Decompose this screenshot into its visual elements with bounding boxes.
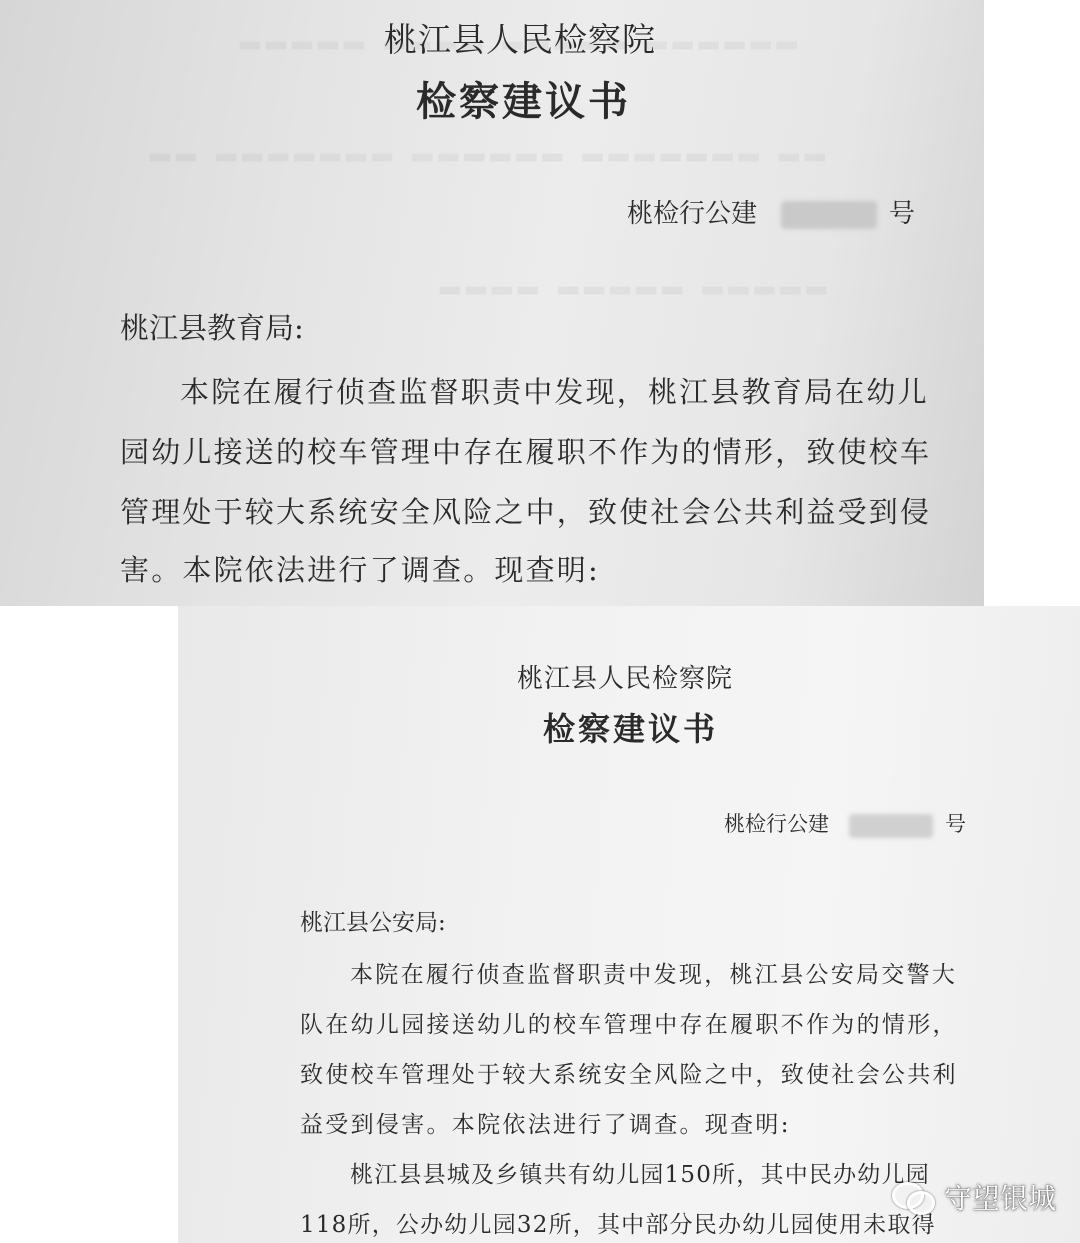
- paragraph-line: 害。本院依法进行了调查。现查明:: [120, 553, 600, 587]
- doc-number-suffix: 号: [945, 812, 966, 836]
- paragraph-line: 致使校车管理处于较大系统安全风险之中，致使社会公共利: [300, 1062, 958, 1088]
- doc-number-prefix: 桃检行公建: [724, 812, 829, 836]
- redaction-block: [781, 201, 877, 229]
- org-title: 桃江县人民检察院: [384, 20, 656, 59]
- paragraph-line: 益受到侵害。本院依法进行了调查。现查明:: [300, 1112, 791, 1138]
- doc-title: 检察建议书: [416, 78, 631, 125]
- top-letter-photo: [0, 0, 984, 606]
- paragraph-line: 队在幼儿园接送幼儿的校车管理中存在履职不作为的情形，: [300, 1012, 958, 1038]
- show-through-text: [440, 265, 832, 295]
- addressee: 桃江县教育局:: [120, 311, 304, 345]
- doc-title: 检察建议书: [543, 710, 719, 748]
- doc-number: [627, 193, 915, 230]
- paragraph-line: 本院在履行侦查监督职责中发现，桃江县教育局在幼儿: [180, 375, 929, 409]
- org-title: 桃江县人民检察院: [517, 664, 734, 694]
- wechat-icon: [892, 1180, 934, 1214]
- paragraph-line: 园幼儿接送的校车管理中存在履职不作为的情形，致使校车: [120, 435, 932, 469]
- doc-number: [724, 808, 966, 838]
- addressee: 桃江县公安局:: [300, 910, 446, 936]
- show-through-text: [150, 132, 831, 162]
- watermark-text: 守望银城: [943, 1182, 1056, 1215]
- bottom-letter-photo: [178, 606, 1080, 1243]
- watermark: [892, 1177, 1056, 1217]
- paragraph-line: 管理处于较大系统安全风险之中，致使社会公共利益受到侵: [120, 495, 932, 529]
- paragraph-line: 桃江县县城及乡镇共有幼儿园150所，其中民办幼儿园: [350, 1162, 930, 1188]
- doc-number-prefix: 桃检行公建: [627, 199, 758, 229]
- paragraph-line: 本院在履行侦查监督职责中发现，桃江县公安局交警大: [350, 962, 958, 988]
- paragraph-line: 118所，公办幼儿园32所，其中部分民办幼儿园使用未取得: [300, 1212, 936, 1238]
- doc-number-suffix: 号: [889, 199, 916, 229]
- redaction-block: [849, 814, 933, 838]
